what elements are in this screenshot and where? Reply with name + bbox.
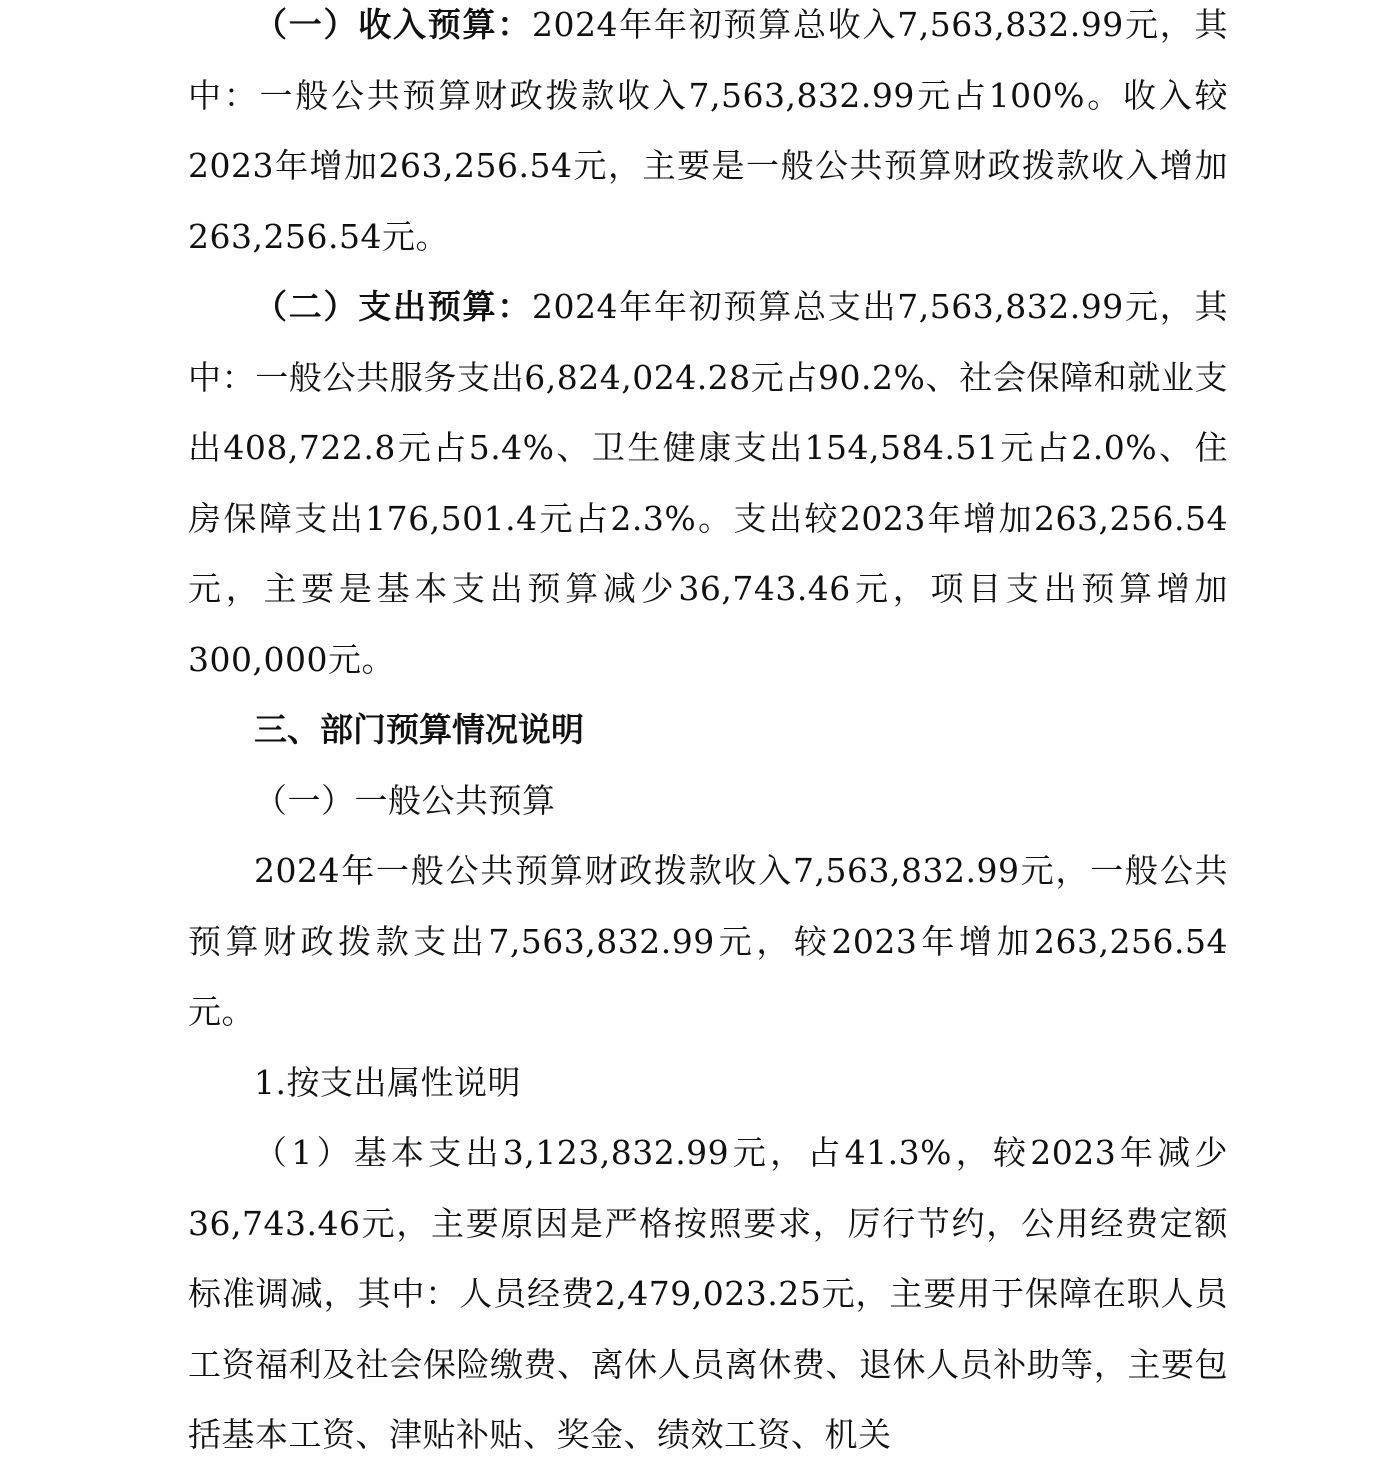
income-budget-lead: （一）收入预算： [254, 5, 533, 44]
income-budget-text: 2024年年初预算总收入7,563,832.99元，其中：一般公共预算财政拨款收入7,563,832.99元占100%。收入较2023年增加263,256.54元，主要是一般公共预算财政拨款收入增加263,256.54元。 [188, 5, 1228, 256]
section-heading-dept-budget: 三、部门预算情况说明 [254, 710, 584, 749]
income-budget-paragraph [188, 0, 1228, 272]
expense-budget-lead: （二）支出预算： [254, 287, 533, 326]
basic-expense-paragraph: （1）基本支出3,123,832.99元，占41.3%，较2023年减少36,743.46元，主要原因是严格按照要求，厉行节约，公用经费定额标准调减，其中：人员经费2,479,023.25元，主要用于保障在职人员工资福利及社会保险缴费、离休人员离休费、退休人员补助等，主要包括基本工资、津贴补贴、奖金、绩效工资、机关 [188, 1133, 1228, 1454]
document-page [188, 0, 1228, 1471]
expense-budget-paragraph [188, 272, 1228, 695]
subheading-expense-attribute: 1.按支出属性说明 [254, 1062, 521, 1102]
general-budget-paragraph: 2024年一般公共预算财政拨款收入7,563,832.99元，一般公共预算财政拨款支出7,563,832.99元，较2023年增加263,256.54元。 [188, 851, 1228, 1031]
subheading-general-budget: （一）一般公共预算 [254, 780, 556, 820]
expense-budget-text: 2024年年初预算总支出7,563,832.99元，其中：一般公共服务支出6,824,024.28元占90.2%、社会保障和就业支出408,722.8元占5.4%、卫生健康支出154,584.51元占2.0%、住房保障支出176,501.4元占2.3%。支出较2023年增加263,256.54元，主要是基本支出预算减少36,743.46元，项目支出预算增加300,000元。 [188, 287, 1228, 679]
